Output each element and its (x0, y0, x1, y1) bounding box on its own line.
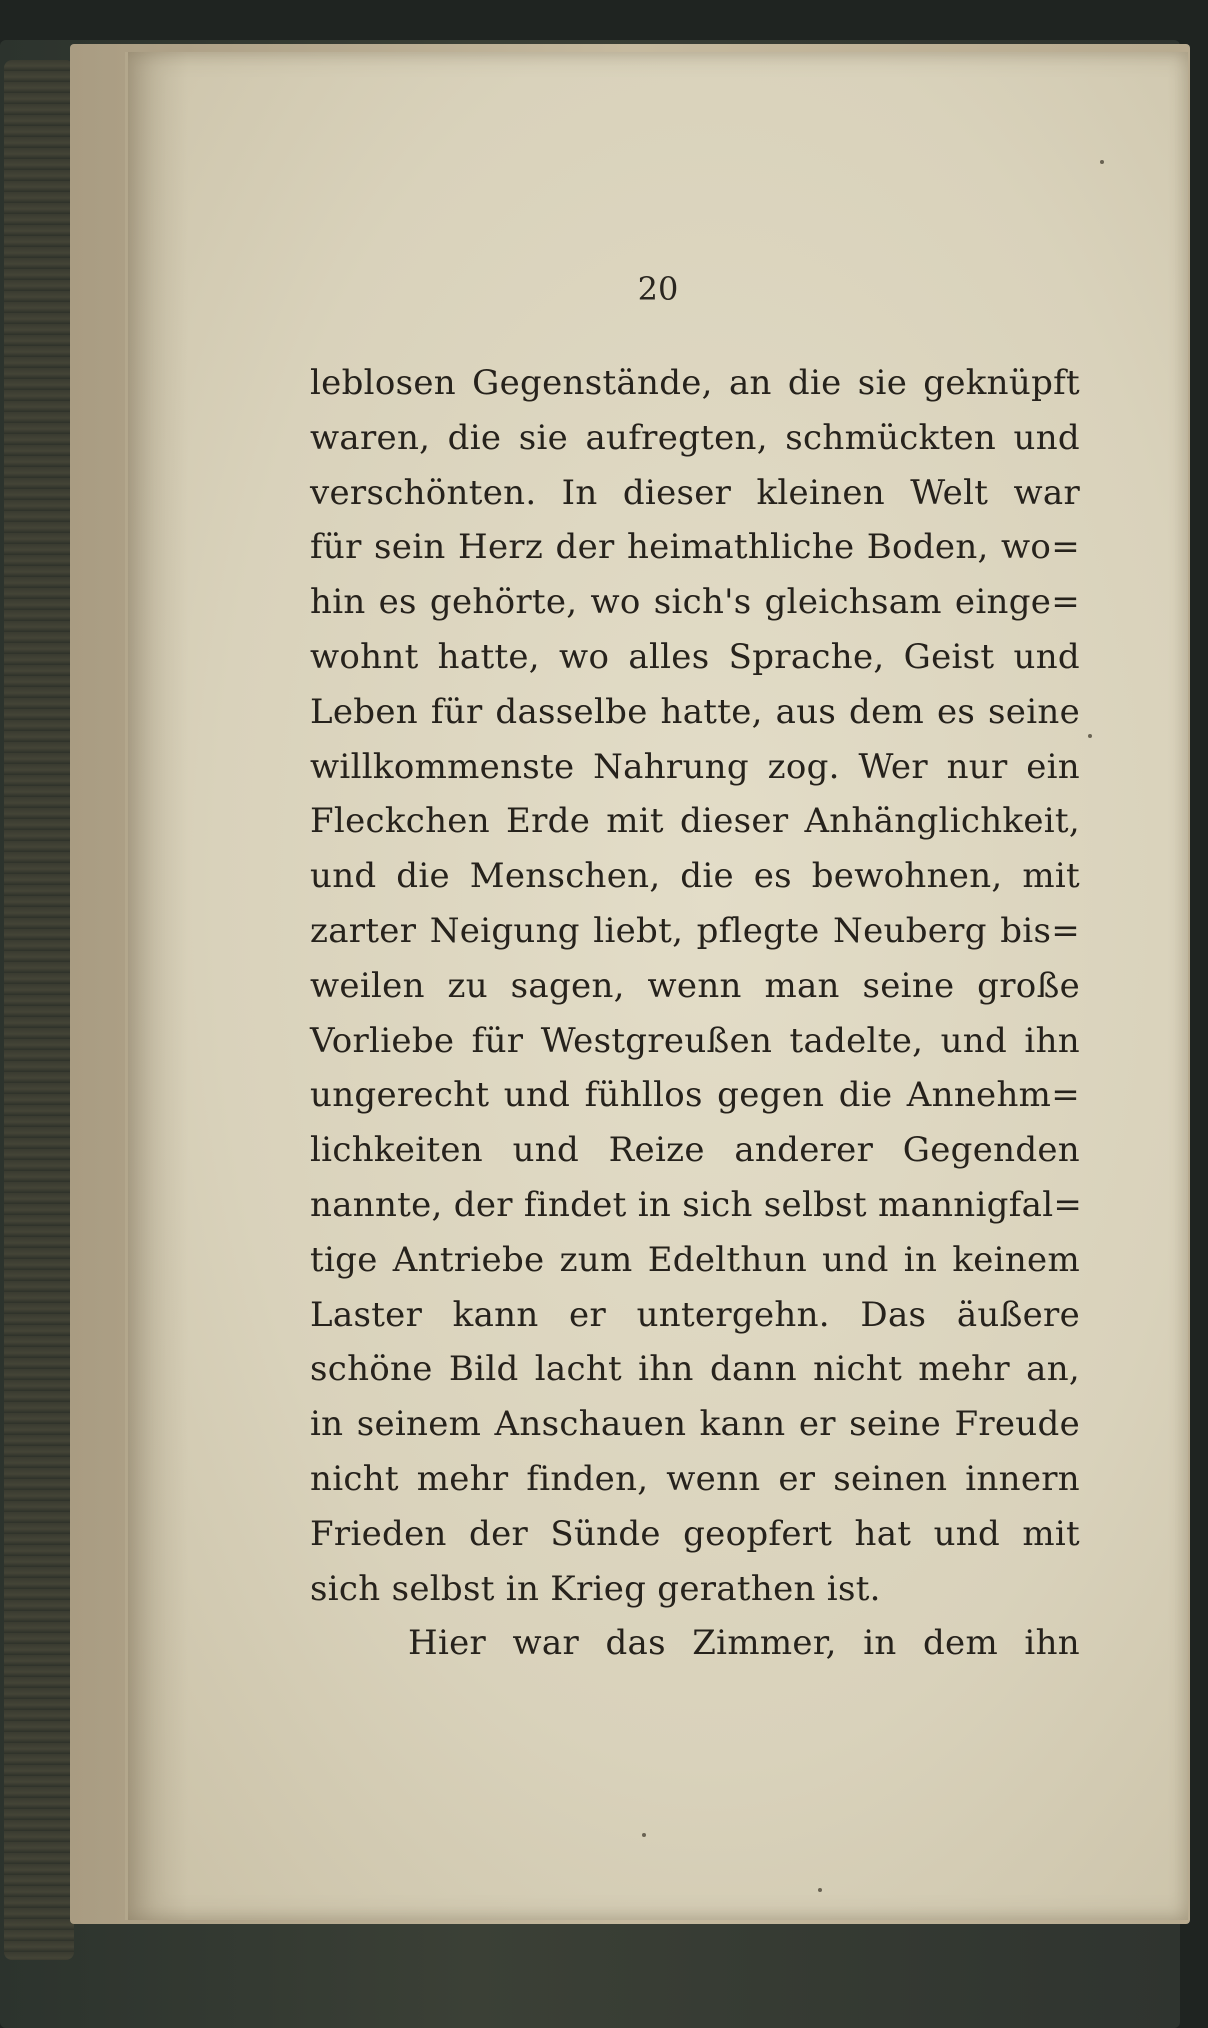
text-line-paragraph-start: Hier war das Zimmer, in dem ihn (408, 1623, 1080, 1664)
text-line: Leben für dasselbe hatte, aus dem es seine (310, 691, 1080, 732)
text-line: Fleckchen Erde mit dieser Anhänglichkeit, (310, 801, 1080, 842)
text-line: und die Menschen, die es bewohnen, mit (310, 856, 1080, 897)
text-line: waren, die sie aufregten, schmückten und (310, 417, 1080, 458)
text-line: weilen zu sagen, wenn man seine große (310, 965, 1080, 1006)
text-line: leblosen Gegenstände, an die sie geknüpft (310, 363, 1080, 403)
paper-speck (642, 1833, 646, 1837)
text-line: zarter Neigung liebt, pflegte Neuberg bis= (310, 910, 1080, 951)
text-line: Vorliebe für Westgreußen tadelte, und ihn (310, 1020, 1080, 1061)
text-line: für sein Herz der heimathliche Boden, wo= (310, 527, 1080, 568)
text-line: lichkeiten und Reize anderer Gegenden (310, 1130, 1080, 1171)
paper-speck (1088, 734, 1092, 738)
paper-speck (818, 1888, 822, 1892)
text-line: ungerecht und fühllos gegen die Annehm= (310, 1075, 1080, 1116)
text-line: Laster kann er untergehn. Das äußere (310, 1294, 1080, 1335)
body-text (310, 356, 1083, 1671)
text-line: Frieden der Sünde geopfert hat und mit (310, 1513, 1080, 1554)
text-line: tige Antriebe zum Edelthun und in keinem (310, 1239, 1080, 1280)
gutter-shadow (128, 52, 188, 1920)
book-spine (4, 60, 74, 1960)
text-line: wohnt hatte, wo alles Sprache, Geist und (310, 636, 1080, 677)
text-line: hin es gehörte, wo sich's gleichsam einge= (310, 582, 1080, 623)
text-line: willkommenste Nahrung zog. Wer nur ein (310, 746, 1080, 787)
text-line: sich selbst in Krieg gerathen ist. (310, 1568, 881, 1609)
text-line: in seinem Anschauen kann er seine Freude (310, 1404, 1080, 1445)
text-line: verschönten. In dieser kleinen Welt war (310, 472, 1080, 513)
text-line: nicht mehr finden, wenn er seinen innern (310, 1458, 1080, 1499)
text-line: nannte, der findet in sich selbst mannigfal= (310, 1184, 1083, 1225)
page-number: 20 (637, 270, 679, 308)
text-line: schöne Bild lacht ihn dann nicht mehr an, (310, 1349, 1080, 1390)
paper-speck (1100, 160, 1104, 164)
